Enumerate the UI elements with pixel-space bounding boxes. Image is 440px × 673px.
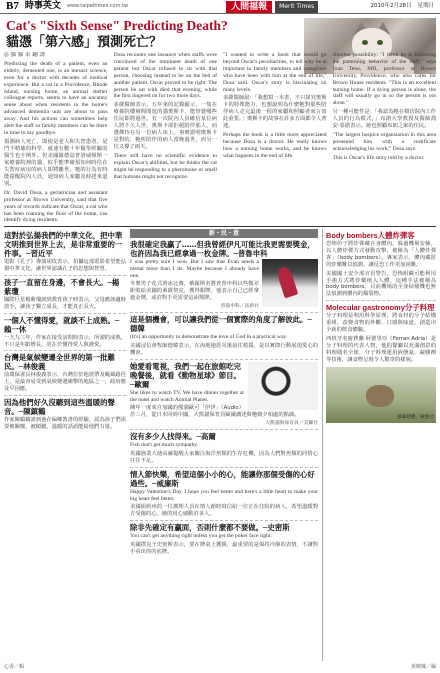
story-para: "I wanted to write a book that would go beyond Oscar's peculiarities, to tell why he is important to family members and caregivers who have been with him at the end of life," Dosa said. Oscar's story is fascinating on many levels. [223, 52, 327, 93]
story-col-1 [4, 52, 108, 222]
divider [130, 312, 318, 313]
quote-headline: 除非先確定有贏面，否則什麼都不要做。─史密斯 [130, 523, 290, 533]
quotes-column [4, 229, 126, 661]
quote-zh: 冬奧男子花式滑冰比賽，俄羅斯名將普魯申科以些微差距敗給美國的萊薩契克，獲得銀牌，他表示自己已經拿過金牌，或許對手更需要這面獎牌。 [130, 281, 259, 302]
quote-en: I was pretty sure I won. But I saw that Evan needs a medal more than I do. Maybe because I already have one. [130, 259, 259, 279]
quote-headline: 台灣是氣候變遷全世界的第一批難民。─林俊義 [4, 353, 115, 372]
story-para: Dosa recounts one instance when staffs were convinced of the imminent death of one patient but Oscar refused to sit with that person, choosing instead to be on the bed of another patient. Oscar proved to be right. The person he sat with died that evening, while the first lingered on for two more days. [113, 52, 217, 100]
divider [130, 520, 318, 521]
header-url: www.taipeitimes.com.tw [66, 3, 129, 10]
panda-photo [248, 362, 318, 410]
story-para-zh: 多薩醫師表示，五年來的記錄顯示，一隻在療養院樓層間閒逛的貓奧斯卡，能察覺哪些住民即將過世。有一次院內人員確信某位病人將不久人世，奧斯卡卻拒絕陪伴那人，而選擇待在另一位病人床上。事實證明奧斯卡是對的，牠所陪伴的病人當晚過世，而另一位又撐了兩天。 [113, 102, 217, 151]
vocab-text: 分子料理是利用科學原理，將食材的分子結構重組，改變食物的外觀、口感與味道，創造出全新的飲食體驗。 [326, 313, 436, 334]
quote-en: Happy Valentine's Day. I hope you feel better and here's a little heart to make your big heart feel better. [130, 488, 318, 502]
vocab-text: 美國國土安全部官員警告，恐怖組織可能利用手術方式將炸藥植入人體，這種手法被稱為body bombers。目前機場的全身掃描機也無法偵測到體內的爆裂物。 [326, 270, 436, 298]
issue-weekday: 星期日 [417, 3, 434, 10]
quote-text: 國際巨星楊紫瓊談到教育孩子時表示，父母應該適時放手，讓孩子獨立成長，才能真正長大。 [4, 296, 126, 310]
quote-headline: 因為他們好久沒聽到這些溫暖的聲音。─陳鎮鶴 [4, 398, 115, 417]
column-banner: 新・民・意 [130, 229, 318, 238]
photo-caption: 大熊貓與保育員／美聯社 [265, 421, 318, 427]
new-opinion-column [130, 229, 318, 661]
story-col-4 [333, 52, 437, 222]
page-number: B7 [6, 0, 19, 12]
quote-en: She likes to watch TV. We have dinner together at the hotel and watch Animal Planet. [130, 389, 244, 403]
quote-zh: 英國漁業大使高爾提醒大家關注海洋魚類的生存危機，因為人們對魚類的同情心往往不足。 [130, 450, 318, 464]
skater-photo [262, 259, 318, 307]
divider [4, 275, 126, 276]
story-para: Dr. David Dosa, a geriatrician and assistant professor at Brown University, said that five years of records indicate that Oscar, a cat who has been roaming the floor of the home, can identify dying residents. [4, 189, 108, 222]
quote-headline: 這是個機會，可以讓我們從一個實際的角度了解彼此。─德韓 [130, 315, 312, 334]
paper-logo: 人間福報 [226, 1, 272, 13]
story-para-zh: 預測病人死亡，即使是老人和失智患者，是門不精確的科學，就連有數十年醫學經驗的醫生也不例外。但美國羅德島普洛威頓斯一家療養院裡的貓，似乎能準確預知何時住在失智症病房的病人即將離世。牠的行為有時能提醒院內人員，通知病人家屬及時趕來道別。 [4, 138, 108, 187]
headline-block [6, 18, 294, 51]
top-story [4, 16, 436, 223]
paper-tag: Merit Times [275, 1, 318, 13]
masthead [226, 1, 318, 13]
issue-date: 2010年2月28日 [370, 3, 412, 10]
quote-headline: 沒有多少人找得來。─高爾 [130, 432, 216, 442]
story-para-zh: 多薩醫師說：「我想寫一本書，不只探究奧斯卡的特殊能力，也想說明為什麼牠對那些陪伴病人走完最後一程的家屬和照顧者而言如此重要。」奧斯卡的故事在許多方面都令人著迷。 [223, 95, 327, 130]
photo-caption: 貓咪爬樹／歐新社 [397, 414, 434, 420]
story-para: "The largest hospice organization in this area presented him with a certificate acknowledging his work," Dosa says. [332, 132, 436, 153]
story-para: Predicting the death of a patient, even an elderly, demented one, is an inexact science, even for a doctor with decades of medical experience. But a cat in a Providence, Rhode Island, nursing home, an animal shelter colleague reports, seems to have an uncanny sense about when residents in the home's advanced dementia unit are about to pass away. And his actions can sometimes help alert the staff so family members can be there in time to say goodbye. [4, 60, 108, 136]
quote-text: 作家陳鎮鶴談到他在偏鄉教書的經驗，認為孩子們需要被關懷、被傾聽，溫暖的話語能給他們力量。 [4, 417, 126, 431]
vocab-headline: Molecular gastronomy分子料理 [326, 303, 435, 313]
story-col-3 [223, 52, 327, 222]
vocab-headline: Body bombers人體炸彈客 [326, 231, 415, 240]
divider [4, 395, 126, 396]
quote-zh: 陳年一度來自加國的熊貓歐可「伊伊」（Audio）於三月，從日本回到中國，大熊貓保育員歐爾講述與牠朝夕相處的點滴。 [130, 405, 300, 419]
byline: ◎ 貓 貓 采 翻 譯 [4, 52, 46, 58]
quote-text: 前環保署長林俊義表示，台灣位於地震帶及颱風路徑上，是最容易受到氣候變遷衝擊的地區之一，政府應及早因應。 [4, 372, 126, 393]
story-para: Perhaps the book is a little more appreciated because Dosa is a doctor. He really knows how a nursing home works, and he knows what happens in the end of life. [223, 132, 327, 160]
story-col-2 [114, 52, 218, 222]
divider [4, 350, 126, 351]
vocab-column [322, 229, 436, 661]
headline-en: Cat's "Sixth Sense" Predicting Death? [6, 18, 228, 33]
quote-text: 一九九三年，作家在接受訪問時表示，所謂的成熟，不只是年齡增長，更在於懂得愛人與被愛。 [4, 334, 126, 348]
divider [130, 467, 318, 468]
photo-caption: 普魯申科／法新社 [220, 304, 259, 310]
quote-text: 電影《孔子》導演胡玫表示，拍攝這部電影希望能弘揚中華文化，讓世界認識孔子的思想與智慧。 [4, 259, 126, 272]
headline-zh: 貓憑「第六感」預測死亡？ [6, 35, 163, 50]
story-para: Another possibility: "I think he is following the patterning behavior of the staff," says Joan Teno, MD, professor at Brown University, Providence, who also cares for Brown House residents. "This is an excellent nursing home. If a dying person is alone, the staff will usually go in so the person is not alone." [332, 52, 436, 107]
quote-headline: 她愛看電視，我們一起在旅館吃完晚餐後，就看《動物星球》節目。─歐爾 [130, 361, 241, 389]
divider [130, 429, 318, 430]
quote-headline: 情人節快樂，希望這個小小的心，能讓你那個受傷的心好過些。─威廉斯 [130, 469, 315, 488]
footer-right: 黃曉臻／編 [410, 664, 436, 670]
page-header [0, 0, 440, 14]
bottom-section [4, 226, 436, 662]
quote-en: (It's) an opportunity to demonstrate the love of God in a practical way. [130, 334, 288, 341]
divider [130, 359, 318, 360]
quote-en: You can't get anything right unless you get the poker face right. [130, 533, 272, 540]
story-columns [4, 52, 436, 222]
date-box [370, 3, 434, 10]
quote-headline: 一個人不懂得愛，就談不上成熟。─賴一休 [4, 315, 120, 334]
divider [4, 313, 126, 314]
story-para: This is Oscar's life story told by a doctor. [332, 154, 425, 161]
quote-headline: 孩子一直留在身邊，不會長大。─楊紫瓊 [4, 277, 120, 296]
vocab-text: 恐怖份子將炸彈藏在身體內，躲過機場安檢，以人體炸彈方式發動攻擊，被稱為「人體炸彈客」（body bombers）。專家表示，體內藏匿的炸藥難以偵測，讓反恐工作更加困難。 [326, 241, 436, 268]
quote-zh: 美國紐約州的一位護理人員在情人節時寫信給一位正在住院的病人，希望溫暖對方受傷的心，她的用心感動許多人。 [130, 504, 318, 518]
quote-headline: 這對於弘揚我們的中華文化，把中華文明推到世界上去，是非常重要的一件事。─習近平 [4, 231, 123, 258]
divider [326, 300, 436, 301]
quote-zh: 美國浸信會牧師德韓表示，在海地地震災後前往救援，是以實際行動展現愛心的機會。 [130, 342, 318, 356]
quote-headline: 我很確定我贏了……但我曾經伊凡可能比我更需要獎金，也許因為我已經拿過一枚金牌。─普魯申科 [130, 240, 315, 258]
footer-left: 心香／輯 [4, 664, 25, 670]
section-title: 時事英文 [24, 0, 61, 11]
story-para-zh: 另一種可能性是：「我認為牠在模仿院內工作人員的行為模式，」布朗大學教授及醫師喬安‧泰諾表示。她也照顧布朗之家的住民。 [332, 109, 436, 130]
quote-en: Fish don't get much sympathy. [130, 442, 199, 449]
quote-zh: 英國撲克王史密斯表示，要在牌桌上獲勝，最重要的是保持冷靜的表情，不讓對手看出你的底牌。 [130, 541, 318, 555]
story-para: There still have no scientific evidence to explain Oscar's abilities, but he thinks the cat might be responding to a pheromone or smell that humans might not recognize. [113, 153, 217, 181]
cat-tree-photo [326, 367, 436, 423]
page-footer [4, 664, 436, 673]
vocab-text: 西班牙名廚費蘭‧阿德里亞（Ferran Adria）是分子料理的代表人物，他的餐廳以充滿創意的料理聞名全球，分子料理運用液態氮、凝膠劑等技術，讓食物呈現令人驚奇的樣貌。 [326, 335, 436, 363]
